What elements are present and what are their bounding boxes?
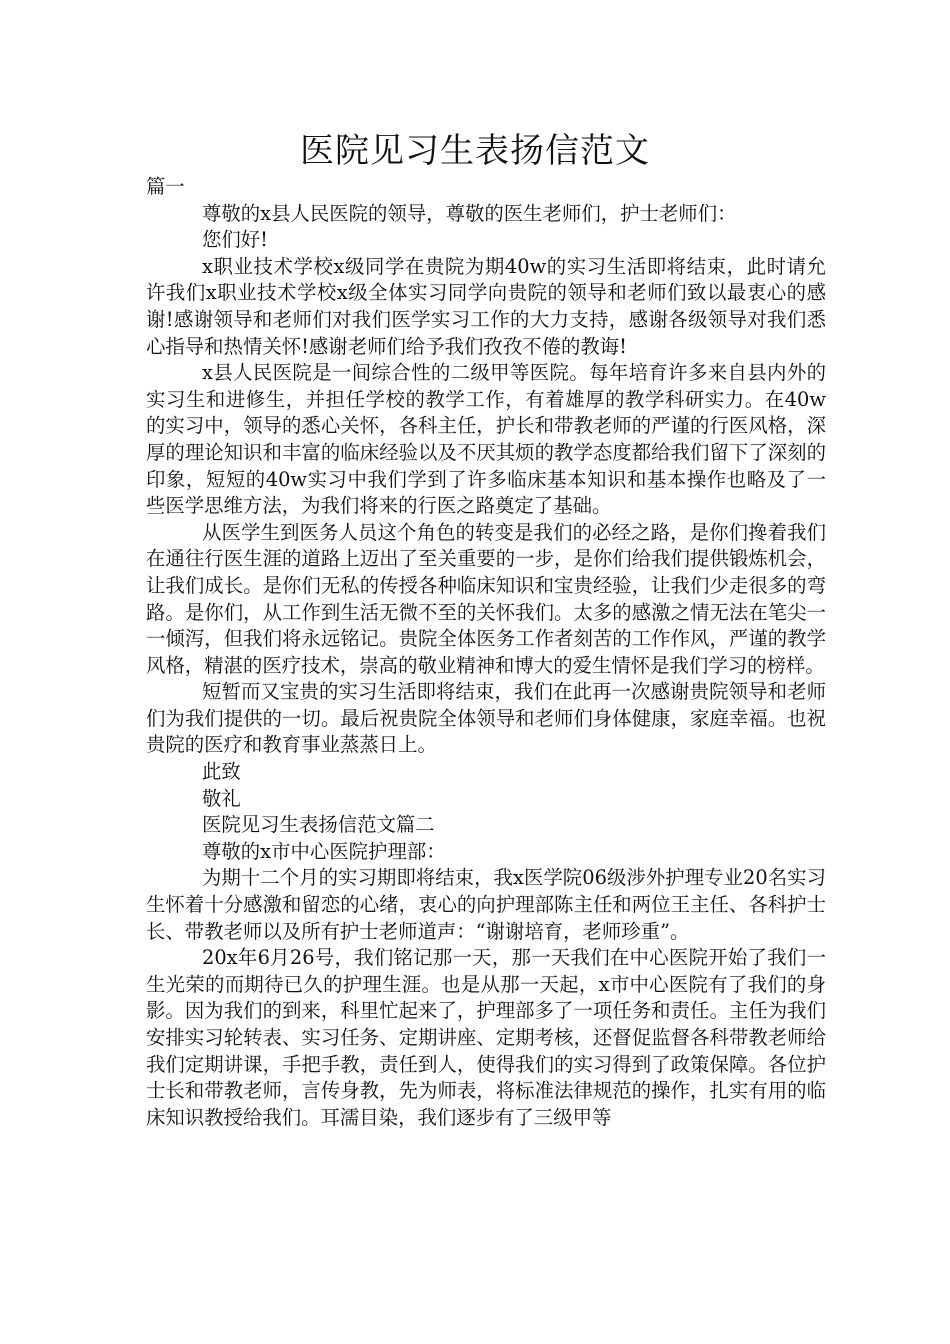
paragraph: 篇一	[146, 175, 185, 198]
paragraph: 为期十二个月的实习期即将结束，我x医学院06级涉外护理专业20名实习生怀着十分感激和留恋的心绪，衷心的向护理部陈主任和两位王主任、各科护士长、带教老师以及所有护士老师道声：“谢谢培育，老师珍重”。	[146, 866, 826, 943]
paragraph: 您们好!	[202, 228, 268, 252]
document-title: 医院见习生表扬信范文	[300, 131, 650, 171]
paragraph: 尊敬的x市中心医院护理部：	[202, 839, 446, 863]
document-body	[146, 174, 826, 1131]
paragraph: x职业技术学校x级同学在贵院为期40w的实习生活即将结束，此时请允许我们x职业技术学校x级全体实习同学向贵院的领导和老师们致以最衷心的感谢!感谢领导和老师们对我们医学实习工作的大力支持，感谢各级领导对我们悉心指导和热情关怀!感谢老师们给予我们孜孜不倦的教诲!	[146, 254, 826, 358]
paragraph: 医院见习生表扬信范文篇二	[202, 813, 435, 837]
paragraph: 此致	[202, 760, 241, 784]
paragraph: 敬礼	[202, 786, 241, 810]
paragraph: 尊敬的x县人民医院的领导，尊敬的医生老师们，护士老师们：	[202, 201, 737, 225]
paragraph: 从医学生到医务人员这个角色的转变是我们的必经之路，是你们搀着我们在通往行医生涯的道路上迈出了至关重要的一步，是你们给我们提供锻炼机会，让我们成长。是你们无私的传授各种临床知识和宝贵经验，让我们少走很多的弯路。是你们，从工作到生活无微不至的关怀我们。太多的感激之情无法在笔尖一一倾泻，但我们将永远铭记。贵院全体医务工作者刻苦的工作作风，严谨的教学风格，精湛的医疗技术，崇高的敬业精神和博大的爱生情怀是我们学习的榜样。	[146, 520, 826, 677]
paragraph: x县人民医院是一间综合性的二级甲等医院。每年培育许多来自县内外的实习生和进修生，并担任学校的教学工作，有着雄厚的教学科研实力。在40w的实习中，领导的悉心关怀，各科主任，护长和带教老师的严谨的行医风格，深厚的理论知识和丰富的临床经验以及不厌其烦的教学态度都给我们留下了深刻的印象，短短的40w实习中我们学到了许多临床基本知识和基本操作也略及了一些医学思维方法，为我们将来的行医之路奠定了基础。	[146, 361, 826, 518]
paragraph: 短暂而又宝贵的实习生活即将结束，我们在此再一次感谢贵院领导和老师们为我们提供的一切。最后祝贵院全体领导和老师们身体健康，家庭幸福。也祝贵院的医疗和教育事业蒸蒸日上。	[146, 680, 826, 757]
paragraph: 20x年6月26号，我们铭记那一天，那一天我们在中心医院开始了我们一生光荣的而期待已久的护理生涯。也是从那一天起，x市中心医院有了我们的身影。因为我们的到来，科里忙起来了，护理部多了一项任务和责任。主任为我们安排实习轮转表、实习任务、定期讲座、定期考核，还督促监督各科带教老师给我们定期讲课，手把手教，责任到人，使得我们的实习得到了政策保障。各位护士长和带教老师，言传身教，先为师表，将标准法律规范的操作，扎实有用的临床知识教授给我们。耳濡目染，我们逐步有了三级甲等	[146, 946, 826, 1129]
